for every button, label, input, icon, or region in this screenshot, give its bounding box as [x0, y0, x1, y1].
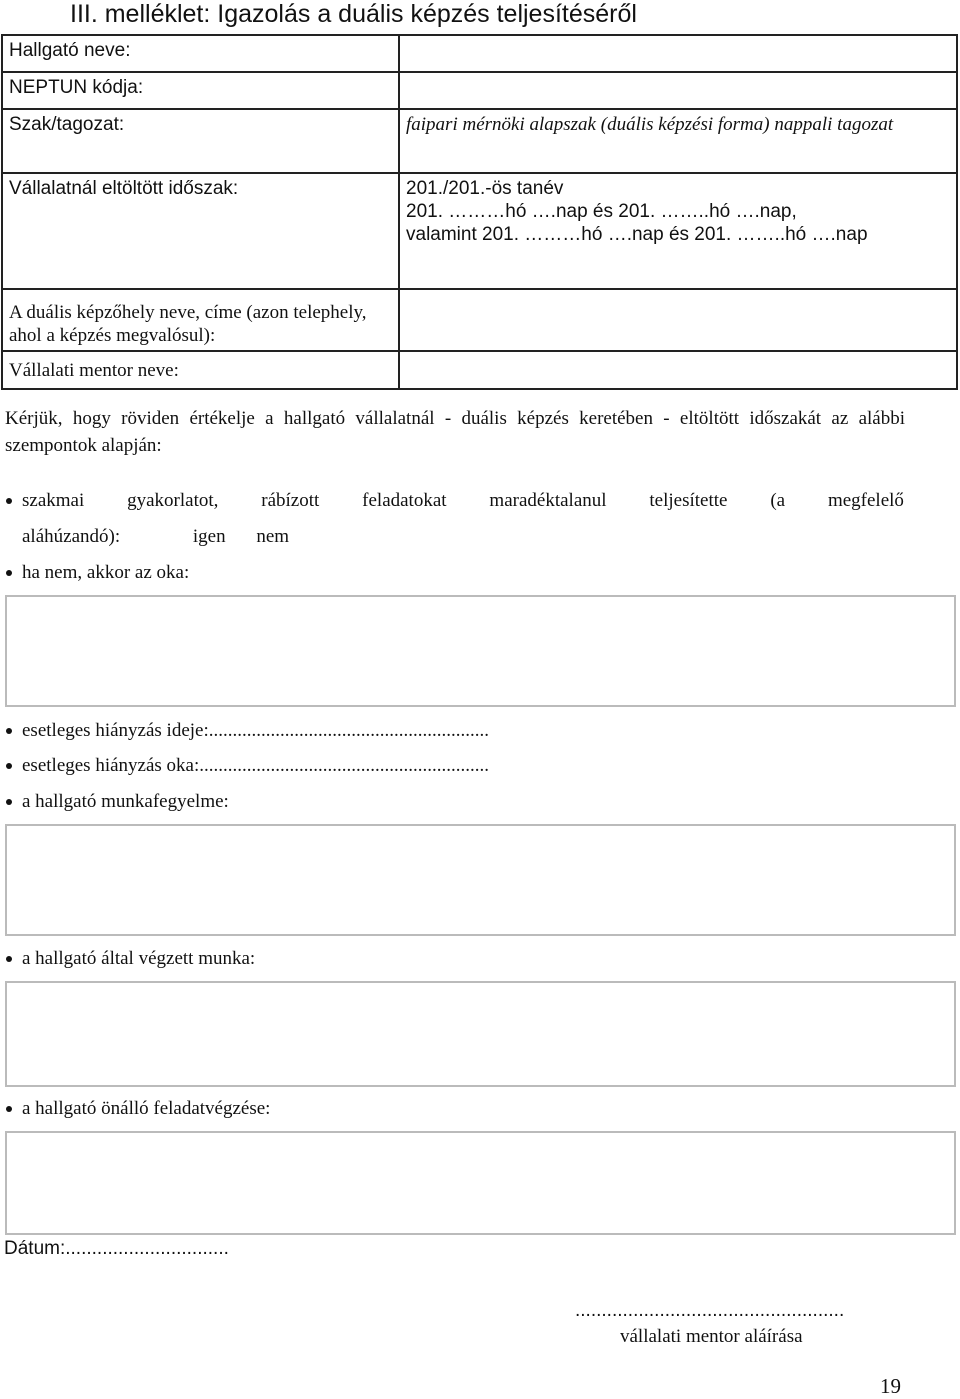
neptun-code-label: NEPTUN kódja: — [2, 72, 399, 109]
word: szakmai — [22, 490, 85, 511]
word: teljesítette — [649, 490, 728, 511]
bullet-absence-reason — [6, 753, 489, 779]
bullet-dot — [6, 728, 12, 734]
bullet-dot — [6, 763, 12, 769]
bullet-reason — [6, 560, 189, 586]
word: rábízott — [261, 490, 320, 511]
bullet-practice — [6, 488, 904, 550]
period-label: Vállalatnál eltöltött időszak: — [2, 173, 399, 289]
word: megfelelő — [827, 490, 904, 511]
training-site-field[interactable] — [399, 289, 957, 351]
word: feladatokat — [362, 490, 447, 511]
mentor-name-field[interactable] — [399, 351, 957, 389]
bullet-work-done — [6, 946, 255, 972]
mentor-name-label: Vállalati mentor neve: — [2, 351, 399, 389]
student-name-label: Hallgató neve: — [2, 35, 399, 72]
bullet-independent-work — [6, 1096, 270, 1122]
intro-text: Kérjük, hogy röviden értékelje a hallgató vállalatnál - duális képzés keretében - eltöltött időszakát az alábbi szempontok alapján: — [5, 408, 905, 456]
absence-reason-label: esetleges hiányzás oka:............................................................. — [22, 755, 490, 776]
bullet-dot — [6, 570, 12, 576]
absence-time-label: esetleges hiányzás ideje:........................................................... — [22, 720, 490, 741]
work-done-box[interactable] — [5, 981, 956, 1087]
bullet-reason-label: ha nem, akkor az oka: — [22, 562, 190, 583]
bullet-discipline — [6, 789, 229, 815]
period-dates-2: valamint 201. ………hó ….nap és 201. ……..hó ….nap — [406, 224, 868, 245]
neptun-code-field[interactable] — [399, 72, 957, 109]
training-site-label: A duális képzőhely neve, címe (azon telephely, ahol a képzés megvalósul): — [2, 289, 399, 351]
discipline-box[interactable] — [5, 824, 956, 936]
page-title: III. melléklet: Igazolás a duális képzés teljesítéséről — [70, 0, 637, 28]
student-name-field[interactable] — [399, 35, 957, 72]
bullet-dot — [6, 1106, 12, 1112]
signature-line[interactable]: ................................................... — [575, 1300, 845, 1321]
bullet-dot — [6, 956, 12, 962]
bullet-practice-line1 — [22, 488, 904, 514]
discipline-label: a hallgató munkafegyelme: — [22, 791, 229, 812]
bullet-dot — [6, 799, 12, 805]
period-dates-1: 201. ………hó ….nap és 201. ……..hó ….nap, — [406, 201, 797, 222]
reason-box[interactable] — [5, 595, 956, 707]
signature-label: vállalati mentor aláírása — [620, 1326, 803, 1347]
student-info-table — [1, 34, 958, 390]
work-done-label: a hallgató által végzett munka: — [22, 948, 256, 969]
period-school-year: 201./201.-ös tanév — [406, 178, 564, 199]
word: (a — [770, 490, 786, 511]
word: maradéktalanul — [489, 490, 607, 511]
bullet-practice-line2 — [22, 524, 904, 550]
underline-hint: aláhúzandó): — [22, 526, 121, 547]
page-number: 19 — [880, 1374, 901, 1398]
option-yes[interactable]: igen — [192, 526, 226, 547]
option-no[interactable]: nem — [256, 526, 290, 547]
independent-work-label: a hallgató önálló feladatvégzése: — [22, 1098, 271, 1119]
independent-work-box[interactable] — [5, 1131, 956, 1235]
major-value: faipari mérnöki alapszak (duális képzési forma) nappali tagozat — [399, 109, 957, 173]
period-value — [399, 173, 957, 289]
word: gyakorlatot, — [127, 490, 219, 511]
bullet-absence-time — [6, 718, 489, 744]
major-label: Szak/tagozat: — [2, 109, 399, 173]
date-field[interactable]: Dátum:............................... — [4, 1238, 229, 1259]
bullet-dot — [6, 498, 12, 504]
